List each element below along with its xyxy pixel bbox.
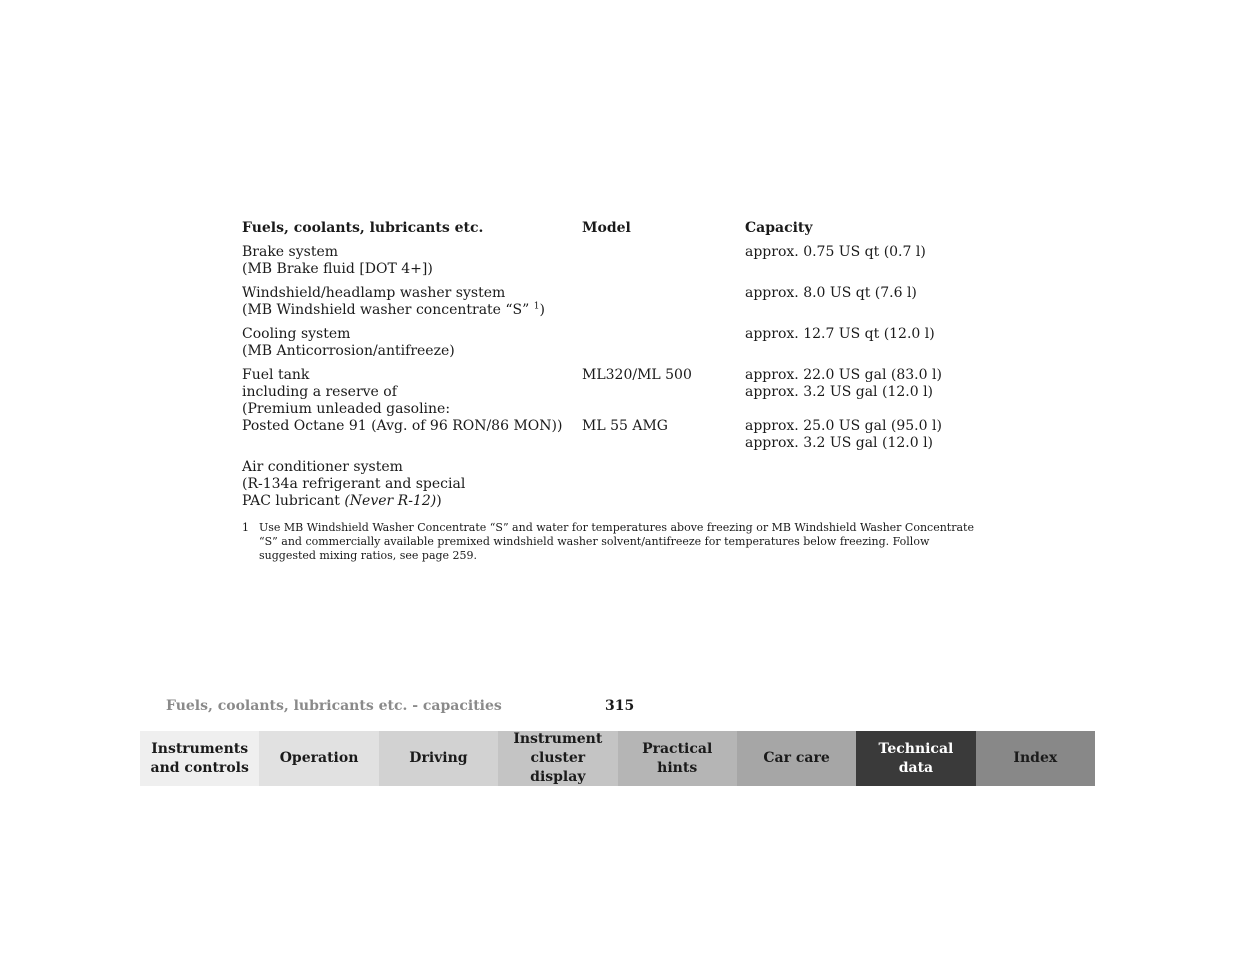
- header-item: Fuels, coolants, lubricants etc.: [242, 220, 484, 236]
- table-row-ac: [242, 459, 1002, 510]
- washer-spec: (MB Windshield washer concentrate “S” $^1$): [242, 301, 545, 318]
- fuel-capacity-2: approx. 25.0 US gal (95.0 l): [745, 418, 942, 434]
- fuel-model-1: ML320/ML 500: [582, 367, 692, 383]
- washer-capacity: approx. 8.0 US qt (7.6 l): [745, 285, 917, 301]
- header-capacity: Capacity: [745, 220, 813, 236]
- brake-fluid-spec: (MB Brake fluid [DOT 4+]): [242, 261, 433, 277]
- table-row-fuel: [242, 367, 1002, 452]
- ac-refrigerant: (R-134a refrigerant and special: [242, 476, 466, 492]
- footnote-number: 1: [242, 521, 249, 534]
- washer-label: Windshield/headlamp washer system: [242, 285, 506, 301]
- fuel-reserve-2: approx. 3.2 US gal (12.0 l): [745, 435, 934, 451]
- header-model: Model: [582, 220, 631, 236]
- footnote-text: Use MB Windshield Washer Concentrate “S” and water for temperatures above freezing or MB Windshield Washer Concentrate “S” and commercially available premixed windshield washer solvent/antifreeze for temperatures below freezing. Follow suggested mixing ratios, see page 259.: [259, 521, 974, 562]
- footnote-ref: 1: [533, 301, 540, 312]
- table-row-brake: [242, 244, 1002, 278]
- fuel-reserve-label: including a reserve of: [242, 384, 397, 400]
- page-number: 315: [605, 698, 635, 714]
- tab-car-care[interactable]: Car care: [737, 731, 856, 786]
- footnote: [242, 521, 987, 563]
- capacity-table: [242, 220, 1002, 517]
- fuel-label: Fuel tank: [242, 367, 310, 383]
- tab-practical-hints[interactable]: Practical hints: [618, 731, 737, 786]
- section-title: Fuels, coolants, lubricants etc. - capacities: [166, 698, 502, 714]
- table-row-washer: [242, 285, 1002, 319]
- brake-capacity: approx. 0.75 US qt (0.7 l): [745, 244, 926, 260]
- cooling-label: Cooling system: [242, 326, 351, 342]
- table-header-row: [242, 220, 1002, 237]
- fuel-reserve-1: approx. 3.2 US gal (12.0 l): [745, 384, 934, 400]
- brake-label: Brake system: [242, 244, 339, 260]
- section-nav-bar: [140, 731, 1095, 786]
- fuel-octane: Posted Octane 91 (Avg. of 96 RON/86 MON)): [242, 418, 563, 434]
- tab-instruments-and-controls[interactable]: Instruments and controls: [140, 731, 259, 786]
- fuel-capacity-1: approx. 22.0 US gal (83.0 l): [745, 367, 942, 383]
- tab-instrument-cluster-display[interactable]: Instrument cluster display: [498, 731, 617, 786]
- tab-operation[interactable]: Operation: [259, 731, 378, 786]
- table-row-cooling: [242, 326, 1002, 360]
- cooling-spec: (MB Anticorrosion/antifreeze): [242, 343, 455, 359]
- tab-driving[interactable]: Driving: [379, 731, 498, 786]
- cooling-capacity: approx. 12.7 US qt (12.0 l): [745, 326, 935, 342]
- tab-technical-data[interactable]: Technical data: [856, 731, 975, 786]
- ac-label: Air conditioner system: [242, 459, 403, 475]
- fuel-model-2: ML 55 AMG: [582, 418, 668, 434]
- ac-lubricant: PAC lubricant (Never R-12)): [242, 493, 442, 509]
- fuel-spec: (Premium unleaded gasoline:: [242, 401, 451, 417]
- tab-index[interactable]: Index: [976, 731, 1095, 786]
